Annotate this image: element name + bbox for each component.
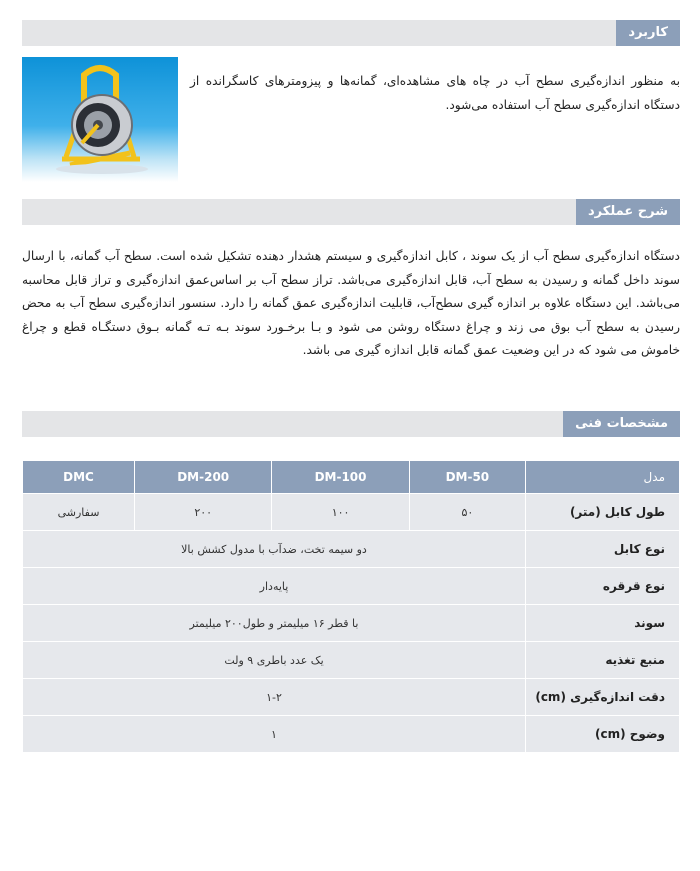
section-title-operation: شرح عملکرد	[576, 199, 680, 225]
header-dm-100: DM-100	[272, 461, 408, 493]
section-title-usage: کاربرد	[616, 20, 680, 46]
row-value: یک عدد باطری ۹ ولت	[23, 642, 525, 678]
cell-dm-100: ۱۰۰	[272, 494, 408, 530]
row-label: منبع تغذیه	[526, 642, 679, 678]
row-value: دو سیمه تخت، ضدآب با مدول کشش بالا	[23, 531, 525, 567]
section-header-operation	[22, 199, 680, 225]
table-row	[23, 568, 679, 604]
usage-paragraph: به منظور اندازه‌گیری سطح آب در چاه های مشاهده‌ای، گمانه‌ها و پیزومترهای کاسگرانده از دستگاه اندازه‌گیری سطح آب استفاده می‌شود.	[190, 74, 680, 112]
row-value: با قطر ۱۶ میلیمتر و طول۲۰۰ میلیمتر	[23, 605, 525, 641]
row-label-cable-length: طول کابل (متر)	[526, 494, 679, 530]
header-model: مدل	[526, 461, 679, 493]
header-dm-200: DM-200	[135, 461, 271, 493]
row-value: ۱	[23, 716, 525, 752]
cell-dm-200: ۲۰۰	[135, 494, 271, 530]
operation-paragraph: دستگاه اندازه‌گیری سطح آب از یک سوند ، کابل اندازه‌گیری و سیستم هشدار دهنده تشکیل شده است. سطح آب گمانه، با ارسال سوند داخل گمانه و رسیدن به سطح آب، قابل اندازه‌گیری می‌باشد. تراز سطح آب بر اساس‌عمق اندازه‌گیری و تراز قابل محاسبه می‌باشد. این دستگاه علاوه بر اندازه گیری سطح‌آب، قابلیت اندازه‌گیری عمق گمانه را دارد. سنسور اندازه‌گیری سطح آب به محض رسیدن به سطح آب بوق می زند و چراغ دستگاه روشن می شود و بـا برخـورد سوند بـه تـه گمانه بـوق دستگـاه قطع و چراغ خاموش می شود که در این وضعیت عمق گمانه قابل اندازه گیری می باشد.	[22, 249, 680, 357]
table-row	[23, 642, 679, 678]
row-value: پایه‌دار	[23, 568, 525, 604]
table-row	[23, 679, 679, 715]
row-label: نوع قرقره	[526, 568, 679, 604]
row-value: ۱-۲	[23, 679, 525, 715]
section-title-specs: مشخصات فنی	[563, 411, 680, 437]
row-label: نوع کابل	[526, 531, 679, 567]
spec-table	[22, 460, 680, 753]
row-label: دقت اندازه‌گیری (cm)	[526, 679, 679, 715]
cell-dmc: سفارشی	[23, 494, 134, 530]
row-label: وضوح (cm)	[526, 716, 679, 752]
header-dm-50: DM-50	[410, 461, 525, 493]
section-header-specs	[22, 411, 680, 437]
table-row	[23, 716, 679, 752]
table-row	[23, 494, 679, 530]
water-level-meter-icon	[22, 57, 178, 182]
table-header-row	[23, 461, 679, 493]
section-header-usage	[22, 20, 680, 46]
row-label: سوند	[526, 605, 679, 641]
table-row	[23, 605, 679, 641]
water-level-meter-photo	[22, 57, 178, 182]
table-row	[23, 531, 679, 567]
cell-dm-50: ۵۰	[410, 494, 525, 530]
header-dmc: DMC	[23, 461, 134, 493]
